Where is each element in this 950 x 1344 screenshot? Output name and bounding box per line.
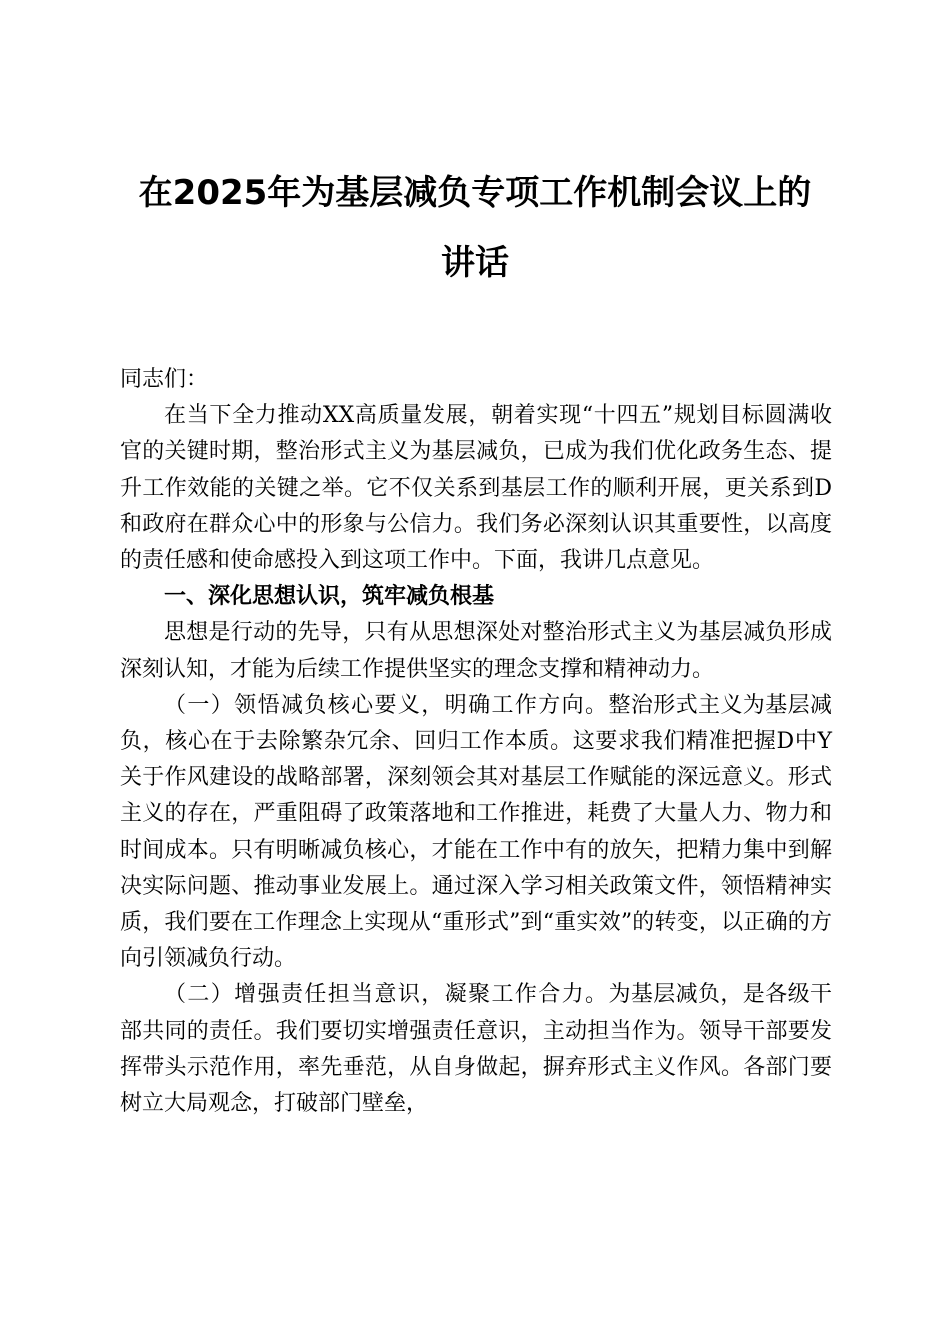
intro-paragraph: 在当下全力推动XX高质量发展，朝着实现“十四五”规划目标圆满收官的关键时期，整治形式主义为基层减负，已成为我们优化政务生态、提升工作效能的关键之举。它不仅关系到基层工作的顺利开展，更关系到D和政府在群众心中的形象与公信力。我们务必深刻认识其重要性，以高度的责任感和使命感投入到这项工作中。下面，我讲几点意见。 — [120, 403, 832, 574]
document-body — [120, 362, 832, 1122]
salutation: 同志们： — [120, 367, 209, 392]
subsection-1-body: 整治形式主义为基层减负，核心在于去除繁杂冗余、回归工作本质。这要求我们精准把握D中Y关于作风建设的战略部署，深刻领会其对基层工作赋能的深远意义。形式主义的存在，严重阻碍了政策落地和工作推进，耗费了大量人力、物力和时间成本。只有明晰减负核心，才能在工作中有的放矢，把精力集中到解决实际问题、推动事业发展上。通过深入学习相关政策文件，领悟精神实质，我们要在工作理念上实现从“重形式”到“重实效”的转变，以正确的方向引领减负行动。 — [120, 692, 832, 972]
document-title-line-2: 讲话 — [441, 243, 509, 283]
subsection-2-body: 为基层减负，是各级干部共同的责任。我们要切实增强责任意识，主动担当作为。领导干部要发挥带头示范作用，率先垂范，从自身做起，摒弃形式主义作风。各部门要树立大局观念，打破部门壁垒， — [120, 982, 832, 1117]
section-1-intro-paragraph: 思想是行动的先导，只有从思想深处对整治形式主义为基层减负形成深刻认知，才能为后续工作提供坚实的理念支撑和精神动力。 — [120, 620, 832, 682]
subsection-2-lead: （二）增强责任担当意识，凝聚工作合力。 — [164, 982, 609, 1008]
section-1-heading: 一、深化思想认识，筑牢减负根基 — [164, 584, 495, 610]
subsection-1-lead: （一）领悟减负核心要义，明确工作方向。 — [164, 692, 609, 718]
document-title-line-1: 在2025年为基层减负专项工作机制会议上的 — [138, 173, 812, 213]
subsection-1-paragraph — [120, 688, 832, 978]
subsection-2-paragraph — [120, 977, 832, 1122]
